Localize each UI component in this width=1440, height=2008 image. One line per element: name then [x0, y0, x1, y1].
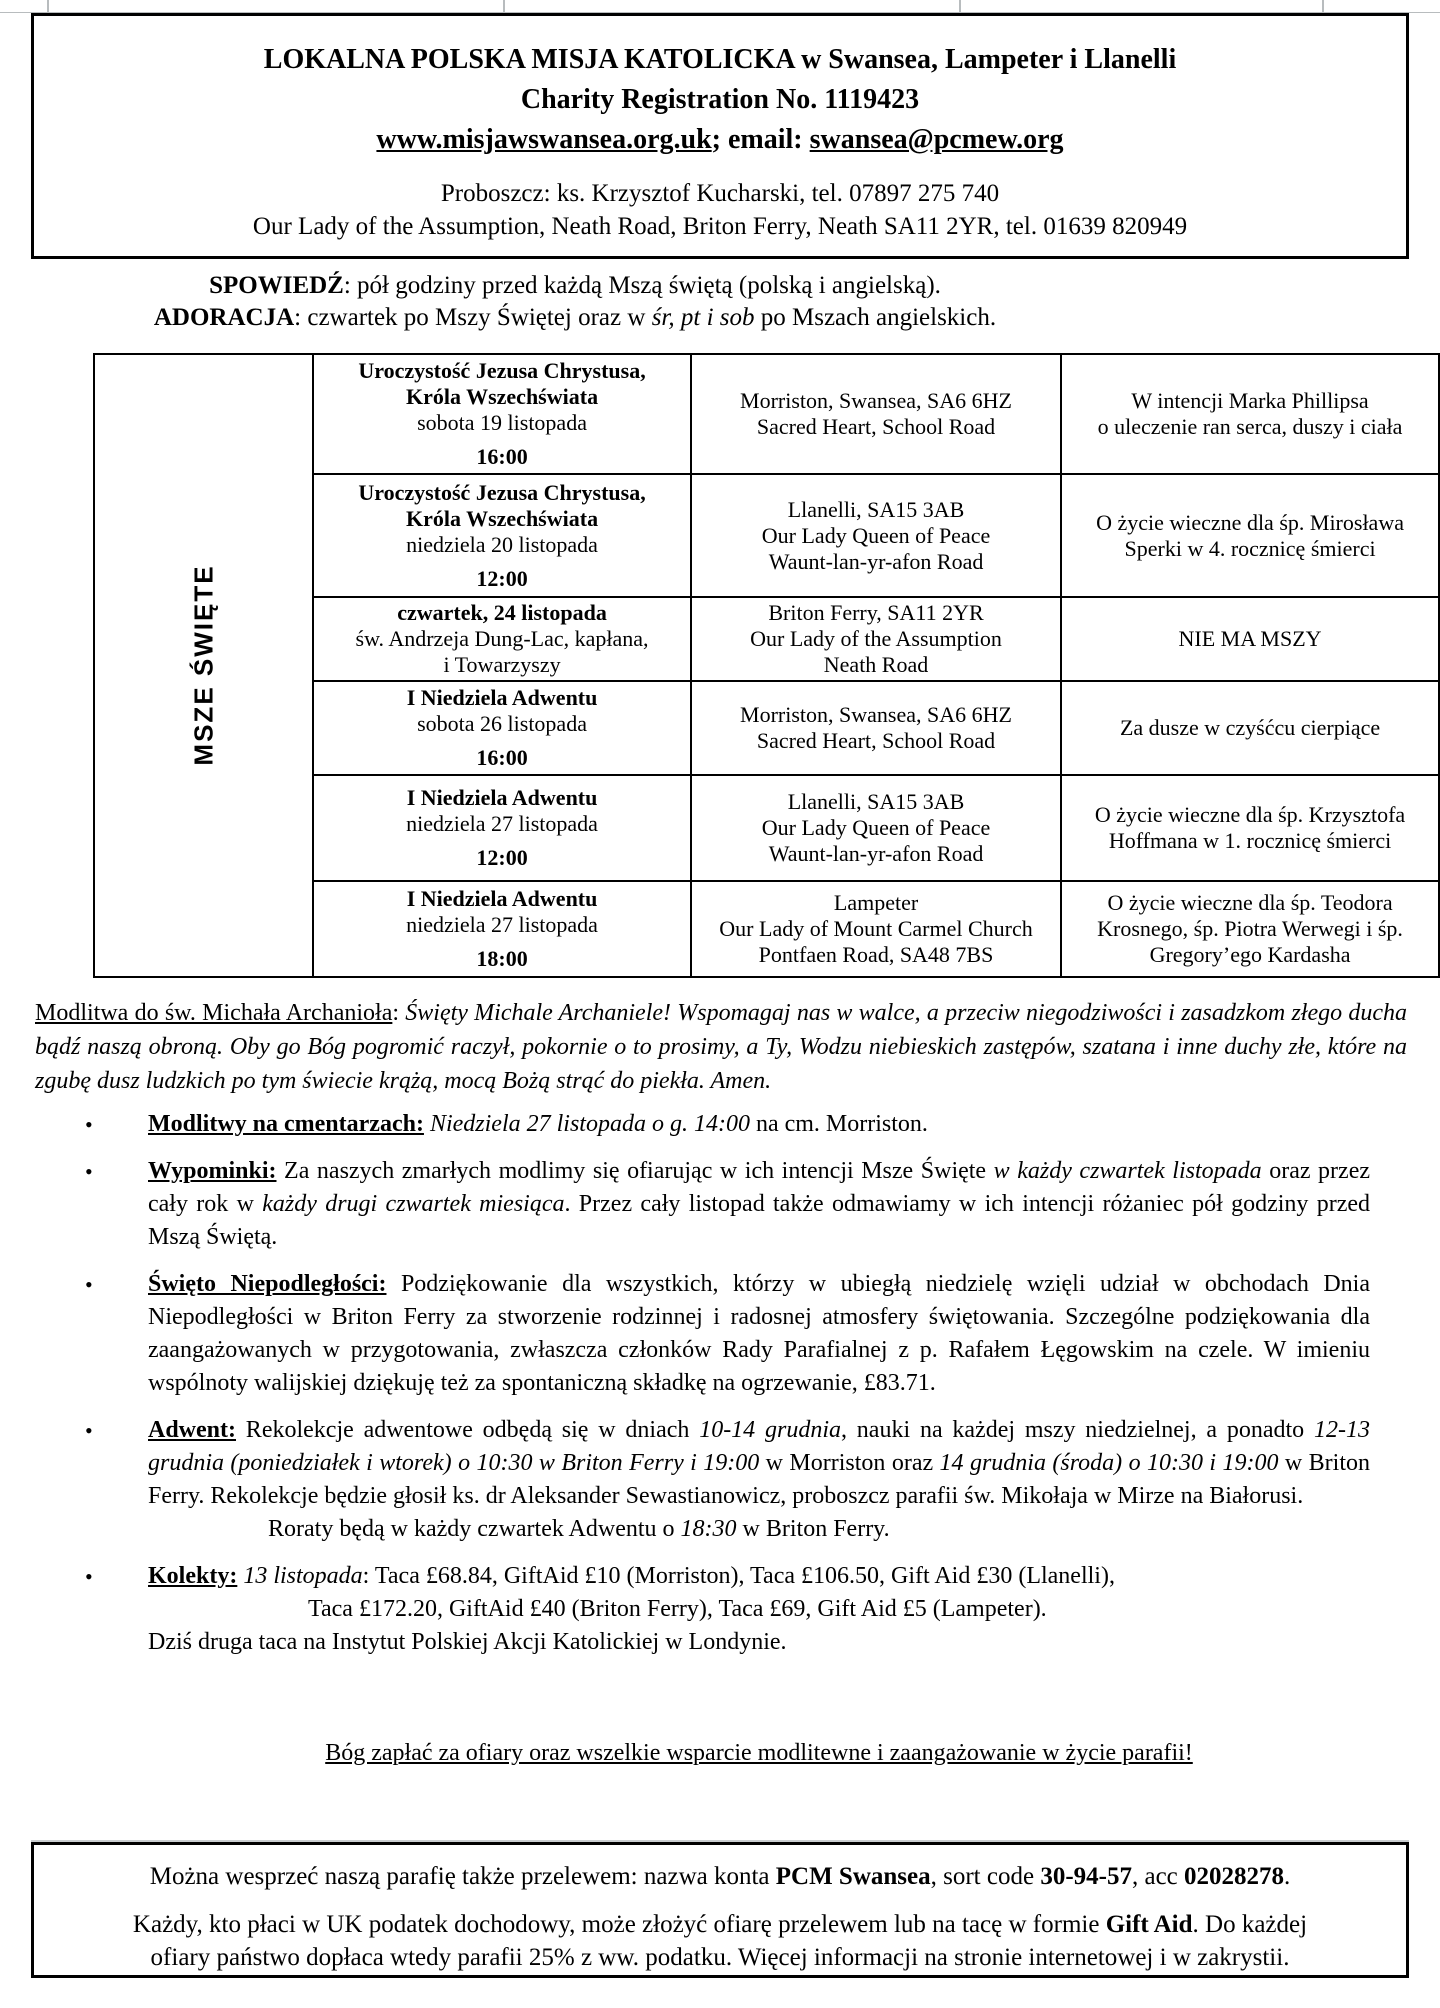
advent-text: Rekolekcje adwentowe odbędą się w dniach [236, 1417, 700, 1443]
bullet-marker: • [85, 1272, 93, 1297]
roraty-text: w Briton Ferry. [736, 1516, 890, 1542]
feast-title: I Niedziela Adwentu [406, 785, 598, 810]
advent-dates: 10-14 grudnia [699, 1417, 841, 1443]
bullet-item-independence-day [85, 1268, 1370, 1400]
bullet-item-cemetery-prayers [85, 1108, 1370, 1141]
advent-text: w Morriston oraz [759, 1450, 940, 1476]
wypominki-italic: w każdy czwartek listopada [993, 1158, 1262, 1184]
page-title: LOKALNA POLSKA MISJA KATOLICKA w Swansea, Lampeter i Llanelli [263, 44, 1177, 75]
account-number: 02028278 [1184, 1863, 1285, 1890]
advent-dates: 12-13 grudnia (poniedziałek i wtorek) o 10:30 w Briton Ferry i 19:00 [148, 1417, 1370, 1476]
day-cell [313, 775, 691, 881]
place-line: Briton Ferry, SA11 2YR [768, 600, 984, 625]
bullet-marker: • [85, 1564, 93, 1589]
mass-time: 18:00 [476, 946, 528, 971]
notices-section [0, 270, 1150, 334]
mass-time: 12:00 [476, 845, 528, 870]
intention-line: O życie wieczne dla śp. Teodora [1107, 890, 1393, 915]
mass-date: sobota 26 listopada [417, 711, 587, 736]
bullet-marker: • [85, 1112, 93, 1137]
intention-line: Krosnego, śp. Piotra Werwegi i śp. [1097, 916, 1403, 941]
intention-line: W intencji Marka Phillipsa [1131, 388, 1369, 413]
bank-text: , sort code [930, 1863, 1041, 1890]
place-line: Llanelli, SA15 3AB [787, 789, 965, 814]
scan-artifact-line [47, 0, 49, 13]
place-line: Morriston, Swansea, SA6 6HZ [740, 702, 1012, 727]
closing-thanks: Bóg zapłać za ofiary oraz wszelkie wsparcie modlitewne i zaangażowanie w życie parafii! [325, 1740, 1193, 1766]
bullet-item-wypominki [85, 1155, 1370, 1254]
bullet-body [148, 1560, 1370, 1659]
place-line: Lampeter [833, 890, 919, 915]
intention-line: Gregory’ego Kardasha [1149, 942, 1351, 967]
mass-time: 16:00 [476, 444, 528, 469]
intention-cell [1061, 597, 1439, 681]
intention-line: NIE MA MSZY [1178, 626, 1322, 651]
roraty-line [148, 1513, 1370, 1546]
place-cell [691, 354, 1061, 474]
bullet-marker: • [85, 1159, 93, 1184]
collections-line-2: Taca £172.20, GiftAid £40 (Briton Ferry), Taca £69, Gift Aid £5 (Lampeter). [308, 1596, 1047, 1622]
section-heading: Święto Niepodległości: [148, 1271, 387, 1297]
wypominki-text: oraz przez cały rok w [148, 1158, 1371, 1217]
intention-line: Sperki w 4. rocznicę śmierci [1124, 535, 1376, 561]
mass-date: niedziela 27 listopada [406, 912, 598, 937]
table-side-label: MSZE ŚWIĘTE [188, 563, 219, 766]
place-line: Sacred Heart, School Road [756, 728, 996, 753]
section-heading: Kolekty: [148, 1563, 238, 1589]
bullet-body [148, 1414, 1370, 1546]
collections-date: 13 listopada [237, 1563, 363, 1589]
mass-schedule-table [93, 353, 1440, 978]
cemetery-when: Niedziela 27 listopada o g. 14:00 [423, 1111, 750, 1137]
place-cell [691, 881, 1061, 977]
place-line: Our Lady Queen of Peace [761, 815, 991, 840]
charity-registration: Charity Registration No. 1119423 [520, 84, 920, 115]
prayer-colon: : [392, 1000, 406, 1026]
gift-aid-line-2: ofiary państwo dopłaca wtedy parafii 25% z ww. podatku. Więcej informacji na stronie internetowej i w zakrystii. [150, 1944, 1290, 1971]
bank-info-box [31, 1842, 1409, 1978]
bank-text: Można wesprzeć naszą parafię także przelewem: nazwa konta [149, 1863, 776, 1890]
gift-aid-line-1 [34, 1908, 1406, 1941]
adoration-days: śr, pt i sob [651, 304, 755, 331]
feast-title: I Niedziela Adwentu [406, 886, 598, 911]
feast-title: Króla Wszechświata [406, 505, 599, 531]
place-cell [691, 474, 1061, 597]
feast-title: Uroczystość Jezusa Chrystusa, [358, 358, 646, 383]
account-name: PCM Swansea [775, 1863, 931, 1890]
feast-title: I Niedziela Adwentu [406, 685, 598, 710]
feast-title: Uroczystość Jezusa Chrystusa, [358, 479, 646, 505]
intention-line: o uleczenie ran serca, duszy i ciała [1097, 414, 1403, 439]
bullet-item-advent [85, 1414, 1370, 1546]
place-cell [691, 775, 1061, 881]
sort-code: 30-94-57 [1040, 1863, 1132, 1890]
roraty-text: Roraty będą w każdy czwartek Adwentu o [268, 1516, 681, 1542]
day-cell [313, 681, 691, 775]
scan-artifact-line [503, 0, 505, 13]
bullet-body [148, 1268, 1370, 1400]
section-heading: Wypominki: [148, 1158, 277, 1184]
bank-text: . [1284, 1863, 1291, 1890]
day-cell [313, 354, 691, 474]
adoration-label: ADORACJA [153, 304, 295, 331]
section-heading: Adwent: [148, 1417, 236, 1443]
confession-label: SPOWIEDŹ [209, 272, 344, 299]
place-line: Sacred Heart, School Road [756, 414, 996, 439]
wypominki-text: . Przez cały listopad także odmawiamy w ich intencji różaniec pół godziny przed Mszą Świętą. [148, 1191, 1371, 1250]
collections-line-3: Dziś druga taca na Instytut Polskiej Akcji Katolickiej w Londynie. [148, 1629, 787, 1655]
intention-line: O życie wieczne dla śp. Mirosława [1096, 509, 1404, 535]
intention-cell [1061, 354, 1439, 474]
place-line: Morriston, Swansea, SA6 6HZ [740, 388, 1012, 413]
adoration-text: : czwartek po Mszy Świętej oraz w [294, 304, 652, 331]
st-michael-prayer [35, 996, 1407, 1098]
links-separator: ; email: [711, 124, 810, 155]
bullet-body [148, 1155, 1370, 1254]
adoration-line [0, 302, 1150, 334]
prayer-heading: Modlitwa do św. Michała Archanioła [35, 1000, 393, 1026]
independence-text: Podziękowanie dla wszystkich, którzy w ubiegłą niedzielę wzięli udział w obchodach Dnia Niepodległości w Briton Ferry za stworzenie rodzinnej i radosnej atmosfery świętowania. Szczególne podziękowania dla zaangażowanych w przygotowania, zwłaszcza członków Rady Parafialnej z p. Rafałem Łęgowskim na czele. W imieniu wspólnoty walijskiej dziękuję też za spontaniczną składkę na ogrzewanie, £83.71. [148, 1271, 1370, 1396]
intention-line: Za dusze w czyśćcu cierpiące [1119, 715, 1381, 740]
advent-text: w Briton Ferry. Rekolekcje będzie głosił ks. dr Aleksander Sewastianowicz, proboszcz parafii św. Mikołaja w Mirze na Białorusi. [148, 1450, 1371, 1509]
section-heading: Modlitwy na cmentarzach: [148, 1111, 424, 1137]
bank-text: , acc [1131, 1863, 1185, 1890]
place-line: Our Lady Queen of Peace [761, 522, 991, 548]
confession-line [0, 270, 1150, 302]
place-line: Our Lady of Mount Carmel Church [719, 916, 1033, 941]
mass-date: św. Andrzeja Dung-Lac, kapłana, [355, 626, 649, 651]
mass-date: niedziela 27 listopada [406, 811, 598, 836]
announcements-list [85, 1108, 1370, 1673]
website-link[interactable]: www.misjawswansea.org.uk [376, 124, 712, 155]
mass-date: niedziela 20 listopada [406, 531, 598, 557]
header-spacer [34, 160, 1406, 177]
place-line: Waunt-lan-yr-afon Road [768, 841, 984, 866]
place-cell [691, 681, 1061, 775]
place-line: Llanelli, SA15 3AB [787, 496, 965, 522]
place-line: Our Lady of the Assumption [750, 626, 1002, 651]
feast-title: Króla Wszechświata [406, 384, 599, 409]
bank-transfer-line [34, 1860, 1406, 1893]
day-cell [313, 597, 691, 681]
mass-date: i Towarzyszy [443, 652, 561, 677]
adoration-text-2: po Mszach angielskich. [754, 304, 997, 331]
table-row [94, 354, 1439, 474]
pastor-line: Proboszcz: ks. Krzysztof Kucharski, tel. 07897 275 740 [440, 180, 1000, 207]
bullet-item-collections [85, 1560, 1370, 1659]
wypominki-italic: każdy drugi czwartek miesiąca [262, 1191, 565, 1217]
mass-time: 12:00 [476, 565, 528, 591]
cemetery-rest: na cm. Morriston. [749, 1111, 928, 1137]
scan-artifact-line [959, 0, 961, 13]
collections-amounts: : Taca £68.84, GiftAid £10 (Morriston), Taca £106.50, Gift Aid £30 (Llanelli), [362, 1563, 1115, 1589]
place-line: Neath Road [823, 652, 929, 677]
intention-cell [1061, 681, 1439, 775]
feast-title: czwartek, 24 listopada [397, 600, 607, 625]
place-line: Waunt-lan-yr-afon Road [768, 548, 984, 574]
wypominki-text: Za naszych zmarłych modlimy się ofiarując w ich intencji Msze Święte [276, 1158, 994, 1184]
gift-aid-paragraph [34, 1908, 1406, 1974]
prayer-body: Święty Michale Archaniele! Wspomagaj nas w walce, a przeciw niegodziwości i zasadzkom złego ducha bądź naszą obroną. Oby go Bóg pogromić raczył, pokornie o to prosimy, a Ty, Wodzu niebieskich zastępów, szatana i inne duchy złe, które na zgubę dusz ludzkich po tym świecie krążą, mocą Bożą strąć do piekła. Amen. [35, 1000, 1408, 1094]
mass-time: 16:00 [476, 745, 528, 770]
advent-text: , nauki na każdej mszy niedzielnej, a ponadto [841, 1417, 1314, 1443]
place-cell [691, 597, 1061, 681]
mass-date: sobota 19 listopada [417, 410, 587, 435]
intention-cell [1061, 881, 1439, 977]
bullet-marker: • [85, 1418, 93, 1443]
intention-line: Hoffmana w 1. rocznicę śmierci [1108, 828, 1392, 853]
gift-aid-label: Gift Aid [1105, 1911, 1193, 1938]
day-cell [313, 474, 691, 597]
header-box [31, 13, 1409, 259]
collections-line-1 [148, 1560, 1370, 1593]
table-side-label-cell [94, 354, 313, 977]
intention-cell [1061, 775, 1439, 881]
day-cell [313, 881, 691, 977]
gift-aid-text: . Do każdej [1192, 1911, 1308, 1938]
contact-links-line [34, 120, 1406, 160]
email-link[interactable]: swansea@pcmew.org [809, 124, 1064, 155]
intention-line: O życie wieczne dla śp. Krzysztofa [1094, 802, 1406, 827]
bullet-body [148, 1108, 1370, 1141]
advent-dates: 14 grudnia (środa) o 10:30 i 19:00 [939, 1450, 1279, 1476]
place-line: Pontfaen Road, SA48 7BS [758, 942, 994, 967]
confession-text: : pół godziny przed każdą Mszą świętą (polską i angielską). [343, 272, 941, 299]
scan-artifact-line [1322, 0, 1324, 13]
roraty-time: 18:30 [680, 1516, 737, 1542]
gift-aid-text: Każdy, kto płaci w UK podatek dochodowy, może złożyć ofiarę przelewem lub na tacę w formie [132, 1911, 1106, 1938]
intention-cell [1061, 474, 1439, 597]
address-line: Our Lady of the Assumption, Neath Road, Briton Ferry, Neath SA11 2YR, tel. 01639 820949 [252, 213, 1188, 240]
